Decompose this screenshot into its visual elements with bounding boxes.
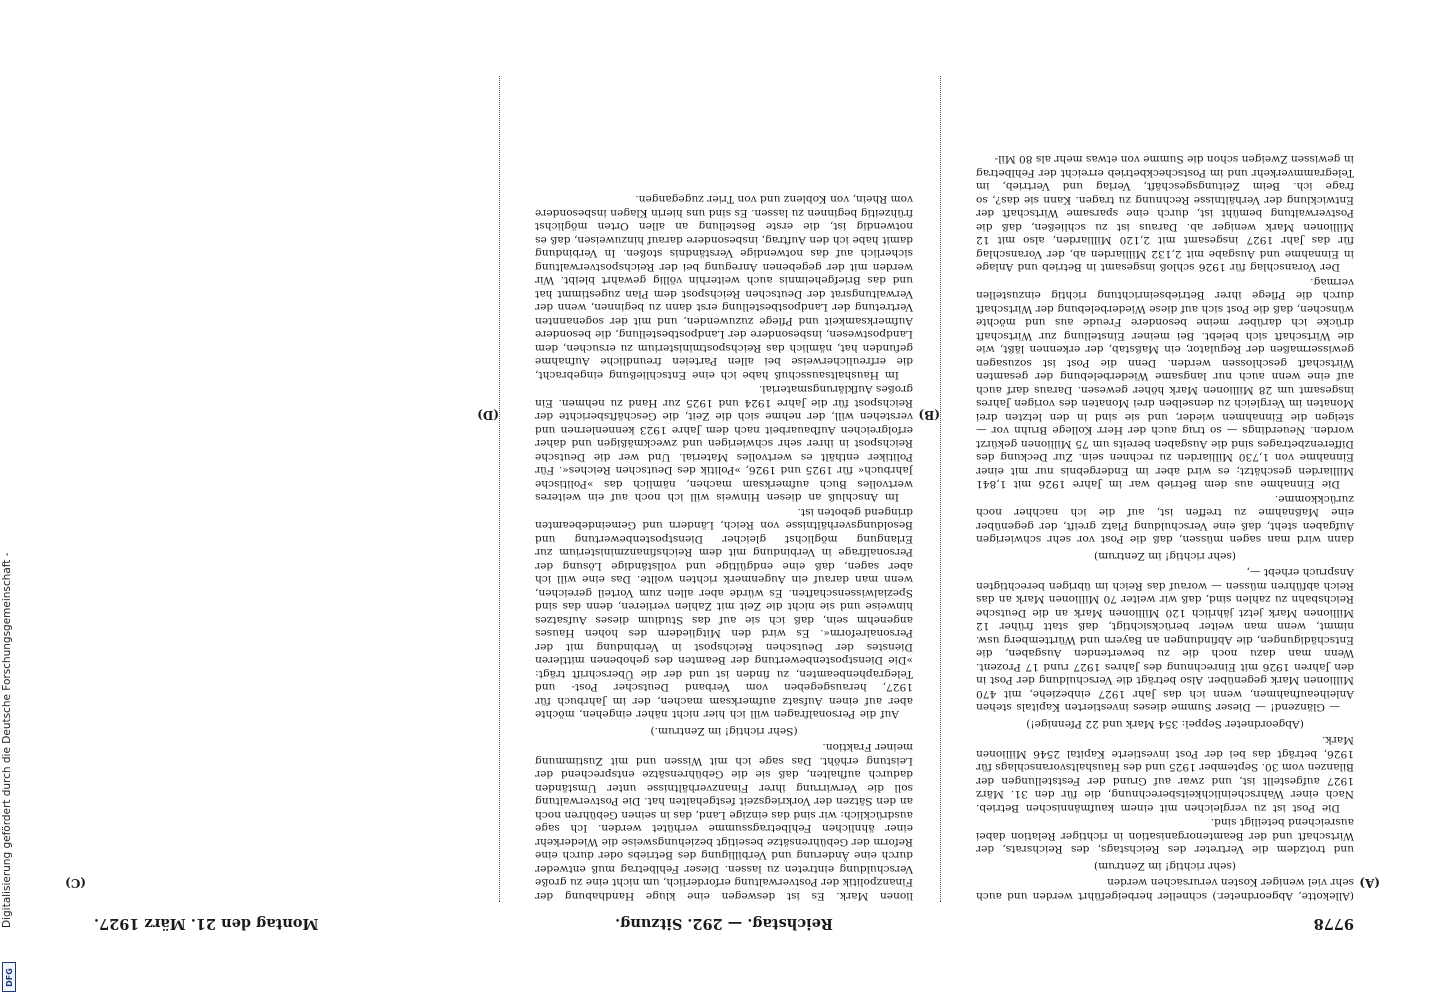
paragraph: dann wird man sagen müssen, daß die Post vor sehr schwierigen Aufgaben steht, daß eine Verschuldung Platz greift, der gegenüber eine Maßnahme zu treffen ist, auf die ich nachher noch zurückkomme. xyxy=(976,493,1354,546)
margin-letter-b: (B) xyxy=(918,408,940,422)
margin-letter-d: (D) xyxy=(477,408,499,422)
paragraph: Im Haushaltsausschuß habe ich eine Entschließung eingebracht, die erfreulicherweise bei allen Parteien freundliche Aufnahme gefunden hat, nämlich das Reichspostministerium zu ersuchen, dem Landpostwesen, insbesondere der Landpostbestellung, die besondere Aufmerksamkeit und Pflege zuzuwenden, und mit der sogenannten Vertretung der Landpostbestellung erst dann zu beginnen, wenn der Verwaltungsrat der Deutschen Reichspost dem Plan zugestimmt hat und das Briefgeheimnis auch weiterhin völlig gewahrt bleibt. Wir werden mit der gegebenen Anregung bei der Reichspostverwaltung sicherlich auf das notwendige Verständnis stoßen. In Verbindung damit habe ich den Auftrag, insbesondere darauf hinzuweisen, daß es notwendig ist, die erste Bestellung an allen Orten möglichst frühzeitig beginnen zu lassen. Es sind uns hierin Klagen insbesondere vom Rhein, von Koblenz und von Trier zugegangen. xyxy=(535,193,913,381)
header-date: Montag den 21. März 1927. xyxy=(94,915,319,932)
header-title: Reichstag. — 292. Sitzung. xyxy=(615,915,833,932)
page-header xyxy=(94,908,1354,934)
dfg-logo-text: DFG xyxy=(4,967,14,987)
paragraph: Die Post ist zu vergleichen mit einem kaufmännischen Betrieb. Nach einer Wahrscheinlichkeitsberechnung, die für den 31. März 1927 aufgestellt ist, und zwar auf Grund der Feststellungen der Bilanzen vom 30. September 1925 und des Haushaltsvoranschlags für 1926, beträgt das bei der Post investierte Kapital 2546 Millionen Mark. xyxy=(976,734,1354,814)
text-column-1 xyxy=(976,76,1354,902)
column-divider xyxy=(498,76,500,902)
text-column-3-empty xyxy=(94,76,472,902)
interjection: (sehr richtig! im Zentrum) xyxy=(1094,860,1236,872)
paragraph: lionen Mark. Es ist deswegen eine kluge Handhabung der Finanzpolitik der Postverwaltung erforderlich, um nicht eine zu große Verschuldung eintreten zu lassen. Dieser Fehlbetrag muß entweder durch eine Änderung und Verbilligung des Betriebs oder durch eine Reform der Gebührensätze beseitigt beziehungsweise die Wiederkehr einer ähnlichen Fehlbetragssumme verhütet werden. Ich sage ausdrücklich: wir sind das einzige Land, das in seinen Gebühren noch an den Sätzen der Vorkriegszeit festgehalten hat. Die Postverwaltung soll die Verwirrung ihrer Finanzverhältnisse unter Umständen dadurch aufhalten, daß sie die Gebührensätze entsprechend der Leistung erhöht. Das sage ich mit Wissen und mit Zustimmung meiner Fraktion. xyxy=(535,741,913,902)
interjection: (sehr richtig! im Zentrum) xyxy=(1094,550,1236,562)
digitization-note-text: Digitalisierung gefördert durch die Deutsche Forschungsgemeinschaft - xyxy=(1,552,13,928)
dfg-logo-icon xyxy=(2,962,16,992)
interjection: (Sehr richtig! im Zentrum.) xyxy=(650,725,798,737)
margin-letter-c: (C) xyxy=(65,876,86,890)
text-column-2 xyxy=(535,76,913,902)
paragraph: und trotzdem die Vertreter des Reichstags, des Reichsrats, der Wirtschaft und der Beamtenorganisation in richtiger Relation dabei ausreichend beteiligt sind. xyxy=(976,816,1354,856)
interjection: (Abgeordneter Seppel: 354 Mark und 22 Pfennige!) xyxy=(1026,718,1304,730)
paragraph: — Glänzend! — Dieser Summe dieses investierten Kapitals stehen Anleiheaufnahmen, wenn ich das Jahr 1927 einbeziehe, mit 470 Millionen Mark gegenüber. Also beträgt die Verschuldung der Post in den Jahren 1926 mit Einrechnung des Jahres 1927 rund 17 Prozent. Wenn man dazu noch die zu bewertenden Ausgaben, die Entschädigungen, die Abfindungen an Bayern und Württemberg usw. nimmt, wenn man weiter berücksichtigt, daß statt früher 12 Millionen Mark jetzt jährlich 120 Millionen Mark an die Deutsche Reichsbahn zu zahlen sind, daß wir weiter 70 Millionen Mark an das Reich abführen müssen — worauf das Reich im übrigen berechtigten Anspruch erhebt —, xyxy=(976,566,1354,714)
margin-letter-a: (A) xyxy=(1359,876,1380,890)
paragraph: Der Voranschlag für 1926 schloß insgesamt in Betrieb und Anlage in Einnahme und Ausgabe mit 2,132 Milliarden ab, der Voranschlag für das Jahr 1927 insgesamt mit 2,120 Milliarden, also mit 12 Millionen Mark weniger ab. Daraus ist zu schließen, daß die Postverwaltung bemüht ist, durch eine sparsame Wirtschaft der Entwicklung der Verhältnisse Rechnung zu tragen. Kann sie das?, so frage ich. Beim Zeitungsgeschäft, Verlag und Vertrieb, im Telegrammverkehr und im Postscheckbetrieb erreicht der Fehlbetrag in gewissen Zweigen schon die Summe von etwas mehr als 80 Mil- xyxy=(976,153,1354,274)
page-number: 9778 xyxy=(1313,915,1354,932)
paragraph: Die Einnahme aus dem Betrieb war im Jahre 1926 mit 1,841 Milliarden geschätzt; es wird aber im Endergebnis nur mit einer Einnahme von 1,730 Milliarden zu rechnen sein. Zur Deckung des Differenzbetrages sind die Ausgaben bereits um 75 Millionen gekürzt worden. Neuerdings — so trug auch der Herr Kollege Bruhn vor — steigen die Einnahmen wieder, und sie sind in den letzten drei Monaten im Vergleich zu denselben drei Monaten des vorigen Jahres insgesamt um 28 Millionen Mark höher gewesen. Daraus darf auch auf eine wenn auch nur langsame Wiederbelebung der gesamten Wirtschaft geschlossen werden. Denn die Post ist sozusagen gewissermaßen der Regulator, ein Maßstab, der erkennen läßt, wie die Wirtschaft sich belebt. Bei meiner Einstellung zur Wirtschaft drücke ich darüber meine besondere Freude aus und möchte wünschen, daß die Post sich auf diese Wiederbelebung der Wirtschaft durch die Pflege ihrer Betriebseinrichtung richtig einzustellen vermag. xyxy=(976,276,1354,491)
paragraph: Auf die Personalfragen will ich hier nicht näher eingehen, möchte aber auf einen Aufsatz aufmerksam machen, der im Jahrbuch für 1927, herausgegeben vom Verband Deutscher Post- und Telegraphenbeamten, zu finden ist und der die Überschrift trägt: »Die Dienstpostenbewertung der Beamten des gehobenen mittleren Dienstes der Deutschen Reichspost in Verbindung mit der Personalreform«. Es wird den Mitgliedern des hohen Hauses angenehm sein, daß ich sie auf das Studium dieses Aufsatzes hinweise und sie nicht die Zeit mit Zahlen verlieren, denn das sind Spezialwissenschaften. Es würde aber allen zum Vorteil gereichen, wenn man darauf ein Augenmerk richten wollte. Das eine will ich aber sagen, daß eine endgültige und vollständige Lösung der Personalfrage in Verbindung mit dem Reichsfinanzministerium zur Erlangung möglichst gleicher Dienstpostenbewertung und Besoldungsverhältnisse von Reich, Ländern und Gemeindebeamten dringend geboten ist. xyxy=(535,506,913,721)
rotated-page-content xyxy=(65,74,1380,934)
column-divider xyxy=(939,76,941,902)
digitization-note xyxy=(0,0,16,1000)
paragraph: Im Anschluß an diesen Hinweis will ich noch auf ein weiteres wertvolles Buch aufmerksam machen, nämlich das »Politische Jahrbuch« für 1925 und 1926, »Politik des Deutschen Reiches«. Für Politiker enthält es wertvolles Material. Und wer die Deutsche Reichspost in ihrer sehr schwierigen und zweckmäßigen und daher erfolgreichen Aufbauarbeit nach dem Jahre 1923 kennenlernen und verstehen will, der nehme sich die Zeit, die Geschäftsberichte der Reichspost für die Jahre 1924 und 1925 zur Hand zu nehmen. Ein großes Aufklärungsmaterial. xyxy=(535,383,913,504)
paragraph: (Allekotte, Abgeordneter.) schneller herbeigeführt werden und auch sehr viel weniger Kosten verursachen werden xyxy=(976,876,1354,902)
